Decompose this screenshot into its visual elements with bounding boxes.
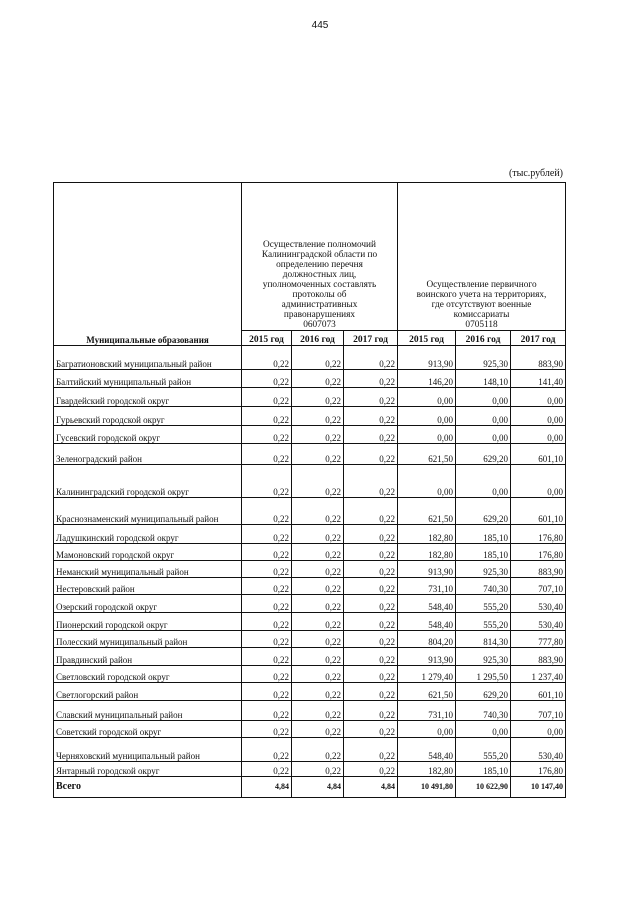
value-cell: 0,22 [242,721,292,738]
municipality-name: Гусевский городской округ [54,426,242,444]
value-cell: 1 279,40 [398,666,456,683]
value-cell: 0,00 [456,721,511,738]
table-row [54,738,566,762]
year-header: 2017 год [511,331,566,346]
table-row [54,701,566,721]
value-cell: 0,22 [292,738,344,762]
value-cell: 0,22 [344,465,398,498]
value-cell: 0,22 [292,721,344,738]
value-cell: 0,00 [398,426,456,444]
group2-line: воинского учета на территориях, [416,290,547,300]
value-cell: 707,10 [511,701,566,721]
value-cell: 0,22 [242,370,292,388]
value-cell: 548,40 [398,613,456,631]
value-cell: 0,22 [242,666,292,683]
municipality-name: Багратионовский муниципальный район [54,346,242,370]
value-cell: 913,90 [398,648,456,666]
table-row [54,648,566,666]
year-header: 2016 год [292,331,344,346]
value-cell: 1 295,50 [456,666,511,683]
value-cell: 0,22 [344,595,398,613]
value-cell: 0,22 [292,561,344,578]
group1-line: протоколы об [292,290,347,300]
table-row [54,346,566,370]
value-cell: 0,22 [344,721,398,738]
value-cell: 0,22 [292,578,344,595]
table-row [54,595,566,613]
value-cell: 176,80 [511,544,566,561]
group2-line: где отсутствуют военные [431,300,532,310]
group2-header [398,183,566,331]
value-cell: 740,30 [456,578,511,595]
value-cell: 601,10 [511,498,566,525]
value-cell: 0,22 [292,701,344,721]
table-row [54,465,566,498]
value-cell: 141,40 [511,370,566,388]
group1-line: должностных лиц, [282,270,357,280]
value-cell: 629,20 [456,444,511,465]
table-row [54,561,566,578]
total-row [54,777,566,798]
value-cell: 182,80 [398,544,456,561]
value-cell: 0,00 [511,426,566,444]
value-cell: 0,22 [242,762,292,777]
value-cell: 176,80 [511,525,566,544]
value-cell: 740,30 [456,701,511,721]
subventions-table [53,182,566,798]
municipality-name: Советский городской округ [54,721,242,738]
table-row [54,721,566,738]
municipality-name: Янтарный городской округ [54,762,242,777]
table-row [54,762,566,777]
value-cell: 0,22 [344,631,398,648]
year-header: 2016 год [456,331,511,346]
table-row [54,631,566,648]
value-cell: 0,22 [292,388,344,407]
value-cell: 0,00 [511,407,566,426]
units-label: (тыс.рублей) [508,168,563,179]
value-cell: 0,22 [242,561,292,578]
value-cell: 0,22 [242,407,292,426]
municipality-name: Ладушкинский городской округ [54,525,242,544]
value-cell: 0,22 [242,683,292,701]
value-cell: 555,20 [456,738,511,762]
value-cell: 0,22 [292,613,344,631]
value-cell: 731,10 [398,578,456,595]
value-cell: 0,22 [344,525,398,544]
value-cell: 0,22 [242,701,292,721]
value-cell: 0,22 [292,648,344,666]
value-cell: 0,22 [242,613,292,631]
value-cell: 0,22 [242,738,292,762]
value-cell: 0,00 [398,407,456,426]
municipality-name: Славский муниципальный район [54,701,242,721]
value-cell: 621,50 [398,683,456,701]
municipality-name: Нестеровский район [54,578,242,595]
value-cell: 925,30 [456,648,511,666]
group2-line: Осуществление первичного [426,280,537,290]
value-cell: 913,90 [398,561,456,578]
table-row [54,683,566,701]
value-cell: 0,22 [344,544,398,561]
table-row [54,426,566,444]
total-value-cell: 10 147,40 [511,777,566,798]
table-row [54,544,566,561]
value-cell: 0,22 [242,648,292,666]
total-value-cell: 10 622,90 [456,777,511,798]
municipality-name: Краснознаменский муниципальный район [54,498,242,525]
value-cell: 601,10 [511,444,566,465]
value-cell: 0,22 [344,407,398,426]
value-cell: 0,22 [242,346,292,370]
value-cell: 883,90 [511,561,566,578]
value-cell: 883,90 [511,346,566,370]
value-cell: 621,50 [398,444,456,465]
value-cell: 146,20 [398,370,456,388]
municipality-name: Светловский городской округ [54,666,242,683]
value-cell: 883,90 [511,648,566,666]
value-cell: 629,20 [456,498,511,525]
value-cell: 0,22 [242,525,292,544]
value-cell: 0,22 [242,544,292,561]
value-cell: 925,30 [456,561,511,578]
municipality-name: Гвардейский городской округ [54,388,242,407]
value-cell: 0,22 [292,525,344,544]
value-cell: 0,22 [344,578,398,595]
value-cell: 0,22 [242,595,292,613]
value-cell: 0,22 [292,498,344,525]
value-cell: 0,22 [344,370,398,388]
total-value-cell: 4,84 [292,777,344,798]
table-row [54,370,566,388]
value-cell: 548,40 [398,738,456,762]
municipality-name: Балтийский муниципальный район [54,370,242,388]
value-cell: 0,22 [344,648,398,666]
value-cell: 0,22 [242,426,292,444]
value-cell: 0,22 [292,370,344,388]
table-row [54,407,566,426]
municipality-name: Полесский муниципальный район [54,631,242,648]
municipality-name: Мамоновский городской округ [54,544,242,561]
value-cell: 0,00 [511,721,566,738]
value-cell: 0,00 [456,465,511,498]
value-cell: 0,22 [242,465,292,498]
value-cell: 601,10 [511,683,566,701]
value-cell: 185,10 [456,762,511,777]
value-cell: 0,22 [292,762,344,777]
value-cell: 0,22 [242,498,292,525]
value-cell: 0,22 [344,498,398,525]
value-cell: 185,10 [456,544,511,561]
municipality-name: Светлогорский район [54,683,242,701]
municipality-name: Правдинский район [54,648,242,666]
value-cell: 555,20 [456,595,511,613]
value-cell: 0,00 [398,721,456,738]
value-cell: 0,22 [344,666,398,683]
value-cell: 913,90 [398,346,456,370]
value-cell: 548,40 [398,595,456,613]
value-cell: 0,22 [292,407,344,426]
table-row [54,388,566,407]
year-header: 2015 год [398,331,456,346]
value-cell: 0,22 [292,444,344,465]
value-cell: 555,20 [456,613,511,631]
value-cell: 0,22 [242,578,292,595]
value-cell: 0,00 [456,388,511,407]
value-cell: 0,00 [398,465,456,498]
value-cell: 530,40 [511,738,566,762]
value-cell: 0,22 [344,444,398,465]
value-cell: 0,22 [344,701,398,721]
value-cell: 0,22 [344,346,398,370]
year-header: 2017 год [344,331,398,346]
group1-line: уполномоченных составлять [262,280,377,290]
municipality-name: Зеленоградский район [54,444,242,465]
value-cell: 148,10 [456,370,511,388]
value-cell: 0,22 [292,683,344,701]
value-cell: 0,22 [292,465,344,498]
municipality-name: Калининградский городской округ [54,465,242,498]
value-cell: 731,10 [398,701,456,721]
value-cell: 0,22 [344,683,398,701]
value-cell: 629,20 [456,683,511,701]
value-cell: 530,40 [511,595,566,613]
table-row [54,525,566,544]
value-cell: 0,22 [242,388,292,407]
group1-line: правонарушениях [283,310,356,320]
value-cell: 182,80 [398,525,456,544]
value-cell: 621,50 [398,498,456,525]
municipality-name: Черняховский муниципальный район [54,738,242,762]
value-cell: 0,22 [292,631,344,648]
value-cell: 0,22 [242,444,292,465]
total-value-cell: 10 491,80 [398,777,456,798]
year-header: 2015 год [242,331,292,346]
municipality-name: Неманский муниципальный район [54,561,242,578]
table-row [54,613,566,631]
total-value-cell: 4,84 [242,777,292,798]
group1-line: Осуществление полномочий [263,240,377,250]
value-cell: 814,30 [456,631,511,648]
total-label: Всего [54,777,242,798]
value-cell: 0,22 [292,666,344,683]
value-cell: 925,30 [456,346,511,370]
value-cell: 0,22 [292,595,344,613]
value-cell: 0,00 [511,388,566,407]
group1-line: административных [281,300,358,310]
value-cell: 176,80 [511,762,566,777]
table-row [54,666,566,683]
value-cell: 804,20 [398,631,456,648]
group2-code: 0705118 [465,320,498,330]
municipality-name: Озерский городской округ [54,595,242,613]
value-cell: 1 237,40 [511,666,566,683]
value-cell: 0,00 [398,388,456,407]
value-cell: 0,22 [242,631,292,648]
group1-line: определению перечня [276,260,363,270]
table-row [54,444,566,465]
value-cell: 0,22 [292,544,344,561]
group1-code: 0607073 [303,320,336,330]
value-cell: 0,22 [344,561,398,578]
value-cell: 0,22 [344,762,398,777]
value-cell: 0,22 [344,426,398,444]
municipality-name: Гурьевский городской округ [54,407,242,426]
value-cell: 0,22 [292,346,344,370]
table-row [54,498,566,525]
value-cell: 0,22 [344,613,398,631]
value-cell: 0,00 [456,426,511,444]
value-cell: 185,10 [456,525,511,544]
table-row [54,578,566,595]
value-cell: 0,22 [344,388,398,407]
value-cell: 777,80 [511,631,566,648]
value-cell: 0,00 [511,465,566,498]
value-cell: 0,22 [344,738,398,762]
total-value-cell: 4,84 [344,777,398,798]
group1-header [242,183,398,331]
municipality-name: Пионерский городской округ [54,613,242,631]
value-cell: 182,80 [398,762,456,777]
value-cell: 707,10 [511,578,566,595]
group1-line: Калининградской области по [261,250,378,260]
value-cell: 0,22 [292,426,344,444]
municipality-header: Муниципальные образования [54,183,242,346]
value-cell: 0,00 [456,407,511,426]
page-number: 445 [311,20,329,31]
value-cell: 530,40 [511,613,566,631]
group2-line: комиссариаты [453,310,510,320]
